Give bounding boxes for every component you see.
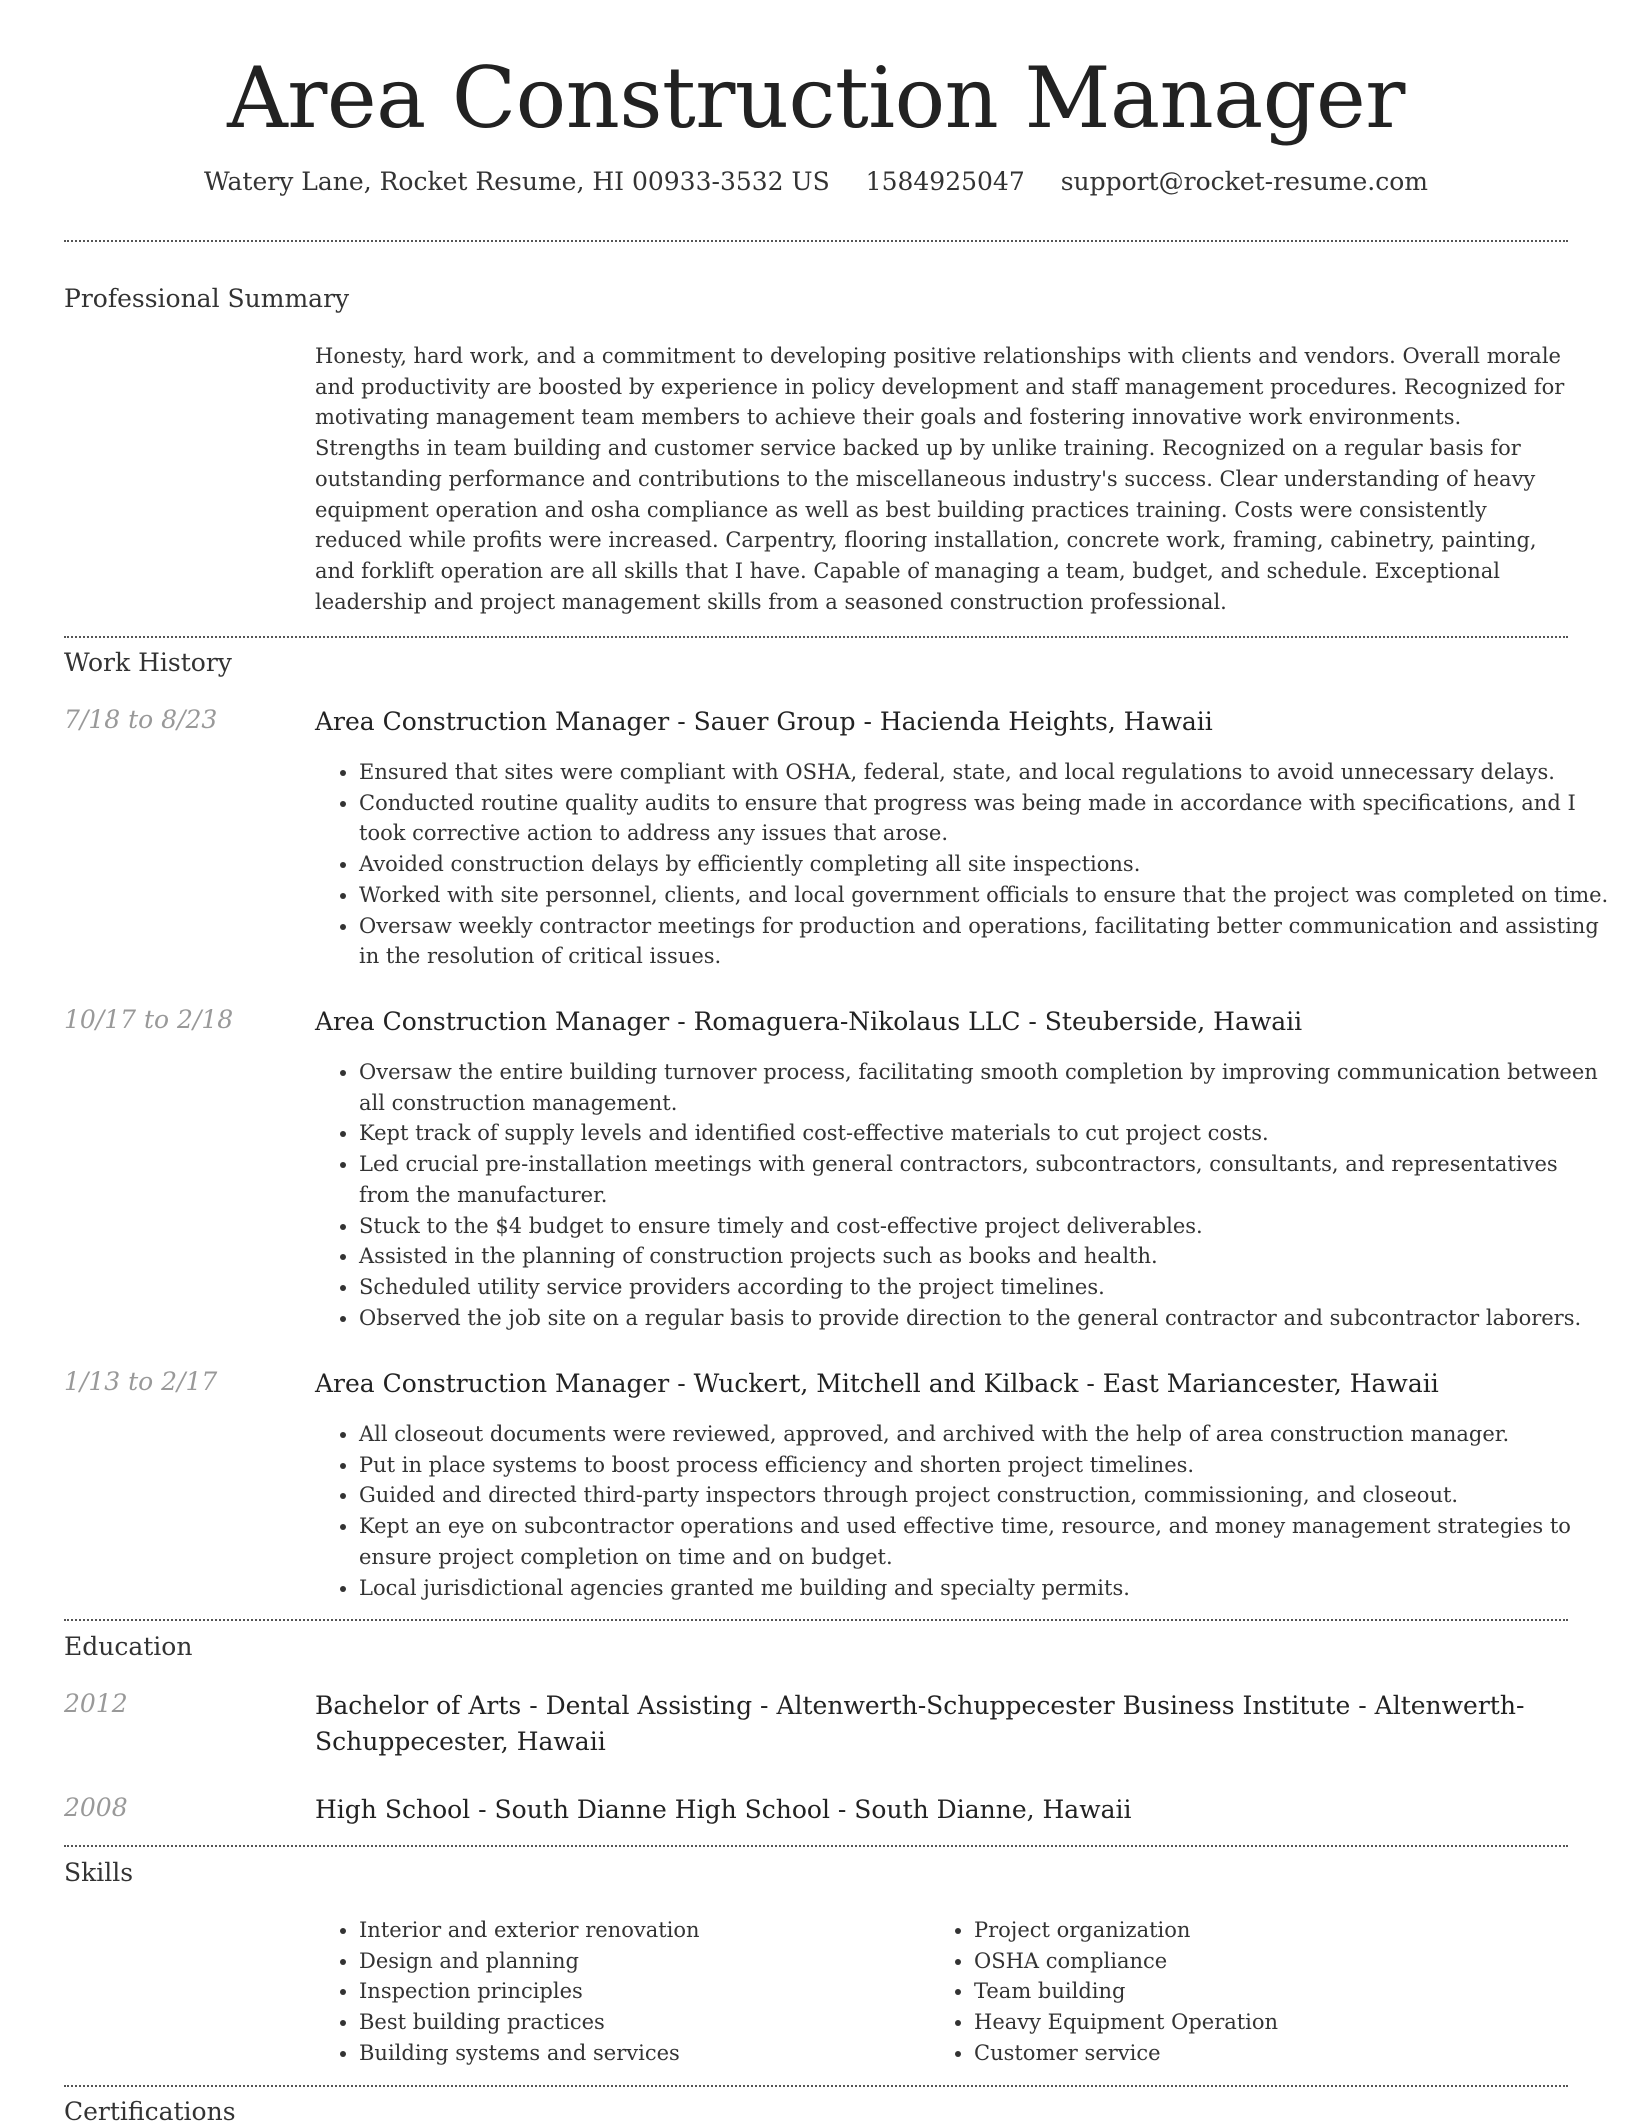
contact-line — [0, 167, 1632, 196]
contact-address: Watery Lane, Rocket Resume, HI 00933-3532 US — [204, 166, 830, 196]
job-bullet: • All closeout documents were reviewed, approved, and archived with the help of area construction manager. — [359, 1419, 1612, 1450]
section-divider — [64, 636, 1568, 638]
candidate-name: Area Construction Manager — [227, 49, 1405, 147]
job-bullet: • Avoided construction delays by efficiently completing all site inspections. — [359, 849, 1612, 880]
job-bullet: • Oversaw weekly contractor meetings for production and operations, facilitating better communication and assisting in the resolution of critical issues. — [359, 911, 1612, 972]
job-title: Area Construction Manager - Sauer Group - Hacienda Heights, Hawaii — [315, 707, 1213, 736]
summary-text: Honesty, hard work, and a commitment to developing positive relationships with clients and vendors. Overall morale and productivity are boosted by experience in policy development and staff management procedures. Recognized for motivating management team members to achieve their goals and fostering innovative work environments. Strengths in team building and customer service backed up by unlike training. Recognized on a regular basis for outstanding performance and contributions to the miscellaneous industry's success. Clear understanding of heavy equipment operation and osha compliance as well as best building practices training. Costs were consistently reduced while profits were increased. Carpentry, flooring installation, concrete work, framing, cabinetry, painting, and forklift operation are all skills that I have. Capable of managing a team, budget, and schedule. Exceptional leadership and project management skills from a seasoned construction professional. — [315, 344, 1565, 614]
section-divider — [64, 240, 1568, 242]
job-bullet: • Stuck to the $4 budget to ensure timely and cost-effective project deliverables. — [359, 1211, 1612, 1242]
job-bullet: • Guided and directed third-party inspectors through project construction, commissioning, and closeout. — [359, 1480, 1612, 1511]
skills-heading: Skills — [64, 1858, 134, 1887]
job-bullet: • Kept an eye on subcontractor operations and used effective time, resource, and money management strategies to ensure project completion on time and on budget. — [359, 1511, 1612, 1572]
education-heading: Education — [64, 1632, 193, 1661]
work-history-heading: Work History — [64, 648, 232, 677]
contact-phone: 1584925047 — [865, 166, 1025, 196]
skill-item: • Customer service — [974, 2038, 1594, 2069]
job-bullets — [315, 1057, 1612, 1333]
skill-item: • Design and planning — [359, 1946, 929, 1977]
skill-item: • Inspection principles — [359, 1976, 929, 2007]
skill-item: • Project organization — [974, 1915, 1594, 1946]
job-bullet: • Ensured that sites were compliant with OSHA, federal, state, and local regulations to avoid unnecessary delays. — [359, 757, 1612, 788]
section-divider — [64, 1619, 1568, 1621]
skills-list-right — [930, 1915, 1594, 2069]
education-degree: High School - South Dianne High School - South Dianne, Hawaii — [315, 1795, 1132, 1824]
job-dates: 1/13 to 2/17 — [64, 1367, 218, 1396]
education-year: 2012 — [64, 1689, 128, 1718]
section-divider — [64, 2085, 1568, 2087]
job-dates: 7/18 to 8/23 — [64, 705, 218, 734]
job-bullet: • Led crucial pre-installation meetings with general contractors, subcontractors, consultants, and representatives from the manufacturer. — [359, 1149, 1612, 1210]
education-year: 2008 — [64, 1793, 128, 1822]
skill-item: • Team building — [974, 1976, 1594, 2007]
job-title: Area Construction Manager - Wuckert, Mitchell and Kilback - East Mariancester, Hawaii — [315, 1369, 1439, 1398]
summary-heading: Professional Summary — [64, 284, 350, 313]
resume-header — [0, 0, 1632, 196]
job-bullets — [315, 757, 1612, 972]
job-bullet: • Observed the job site on a regular basis to provide direction to the general contractor and subcontractor laborers. — [359, 1303, 1612, 1334]
skill-item: • Building systems and services — [359, 2038, 929, 2069]
job-dates: 10/17 to 2/18 — [64, 1005, 234, 1034]
job-bullet: • Oversaw the entire building turnover process, facilitating smooth completion by improving communication between all construction management. — [359, 1057, 1612, 1118]
job-bullet: • Assisted in the planning of construction projects such as books and health. — [359, 1241, 1612, 1272]
job-bullet: • Conducted routine quality audits to ensure that progress was being made in accordance with specifications, and I took corrective action to address any issues that arose. — [359, 788, 1612, 849]
skill-item: • OSHA compliance — [974, 1946, 1594, 1977]
certifications-heading: Certifications — [64, 2097, 236, 2126]
education-degree: Bachelor of Arts - Dental Assisting - Altenwerth-Schuppecester Business Institute - Altenwerth-Schuppecester, Hawaii — [315, 1691, 1525, 1756]
job-bullets — [315, 1419, 1612, 1603]
section-divider — [64, 1845, 1568, 1847]
job-bullet: • Put in place systems to boost process efficiency and shorten project timelines. — [359, 1450, 1612, 1481]
skill-item: • Interior and exterior renovation — [359, 1915, 929, 1946]
job-bullet: • Worked with site personnel, clients, and local government officials to ensure that the project was completed on time. — [359, 880, 1612, 911]
skill-item: • Heavy Equipment Operation — [974, 2007, 1594, 2038]
skills-list-left — [315, 1915, 929, 2069]
job-title: Area Construction Manager - Romaguera-Nikolaus LLC - Steuberside, Hawaii — [315, 1007, 1303, 1036]
job-bullet: • Kept track of supply levels and identified cost-effective materials to cut project costs. — [359, 1118, 1612, 1149]
contact-email[interactable]: support@rocket-resume.com — [1060, 166, 1428, 196]
job-bullet: • Scheduled utility service providers according to the project timelines. — [359, 1272, 1612, 1303]
job-bullet: • Local jurisdictional agencies granted me building and specialty permits. — [359, 1573, 1612, 1604]
skill-item: • Best building practices — [359, 2007, 929, 2038]
